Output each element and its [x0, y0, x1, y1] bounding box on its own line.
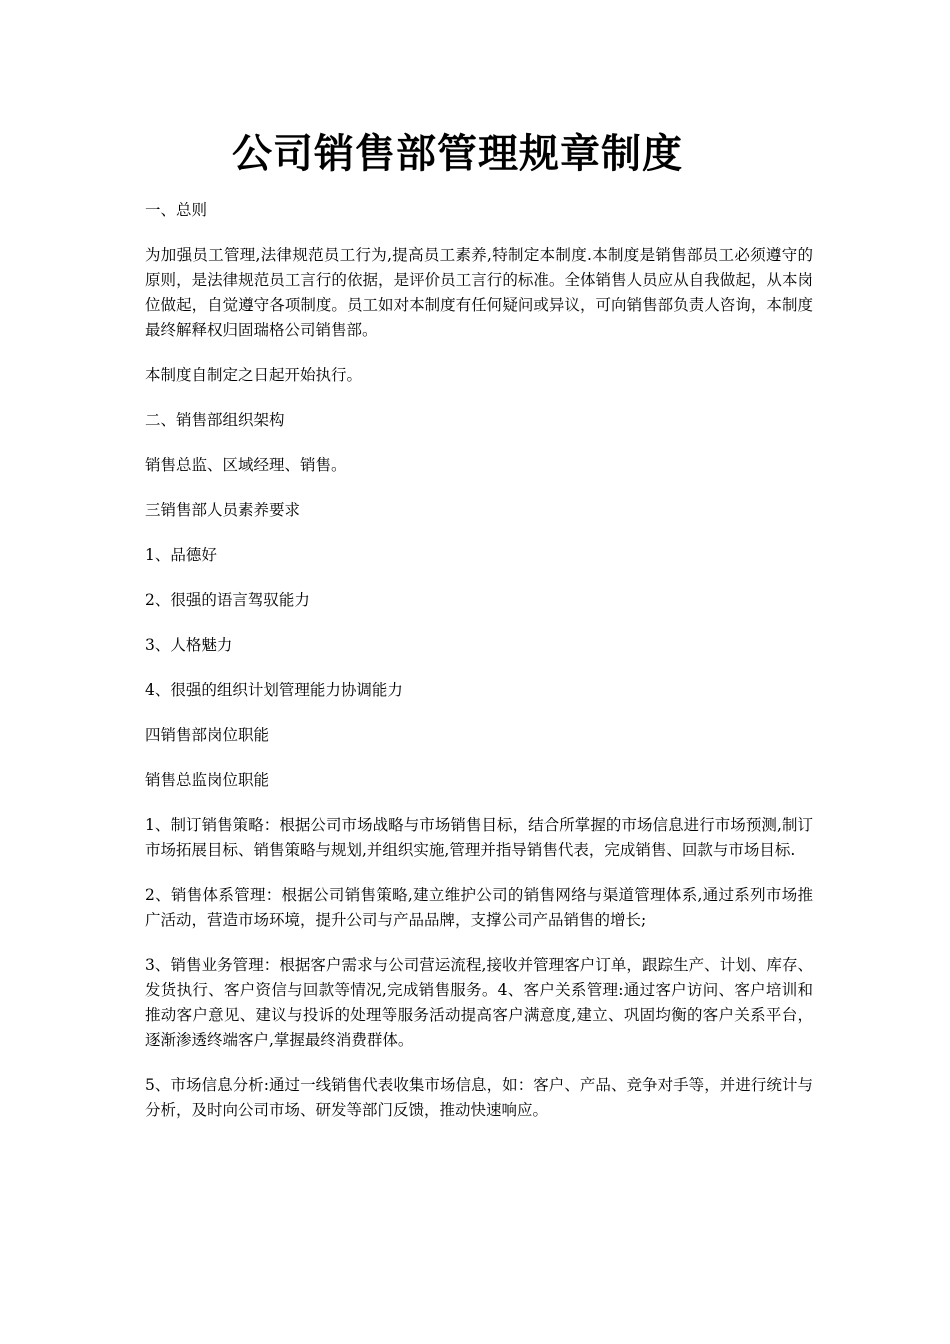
subheading-director-functions: 销售总监岗位职能 [145, 771, 270, 789]
section-heading-general: 一、总则 [145, 201, 208, 219]
function-item: 2、销售体系管理：根据公司销售策略,建立维护公司的销售网络与渠道管理体系,通过系列市场推广活动，营造市场环境，提升公司与产品品牌，支撑公司产品销售的增长; [145, 886, 813, 929]
section-heading-requirements: 三销售部人员素养要求 [145, 501, 301, 519]
document-body [145, 198, 813, 1143]
section-heading-org-structure: 二、销售部组织架构 [145, 411, 285, 429]
function-item: 3、销售业务管理：根据客户需求与公司营运流程,接收并管理客户订单，跟踪生产、计划、库存、发货执行、客户资信与回款等情况,完成销售服务。4、客户关系管理:通过客户访问、客户培训和推动客户意见、建议与投诉的处理等服务活动提高客户满意度,建立、巩固均衡的客户关系平台，逐渐渗透终端客户,掌握最终消费群体。 [145, 956, 813, 1049]
requirement-item: 2、很强的语言驾驭能力 [145, 591, 310, 609]
document-title: 公司销售部管理规章制度 [232, 131, 683, 177]
general-provisions-text: 为加强员工管理,法律规范员工行为,提高员工素养,特制定本制度.本制度是销售部员工必须遵守的原则，是法律规范员工言行的依据，是评价员工言行的标准。全体销售人员应从自我做起，从本岗位做起，自觉遵守各项制度。员工如对本制度有任何疑问或异议，可向销售部负责人咨询，本制度最终解释权归固瑞格公司销售部。 [145, 246, 813, 339]
function-item: 1、制订销售策略：根据公司市场战略与市场销售目标，结合所掌握的市场信息进行市场预测,制订市场拓展目标、销售策略与规划,并组织实施,管理并指导销售代表，完成销售、回款与市场目标. [145, 816, 813, 859]
section-heading-functions: 四销售部岗位职能 [145, 726, 270, 744]
requirement-item: 3、人格魅力 [145, 636, 233, 654]
function-item: 5、市场信息分析:通过一线销售代表收集市场信息，如：客户、产品、竞争对手等，并进行统计与分析，及时向公司市场、研发等部门反馈，推动快速响应。 [145, 1076, 813, 1119]
effective-date-text: 本制度自制定之日起开始执行。 [145, 366, 363, 384]
org-structure-text: 销售总监、区域经理、销售。 [145, 456, 347, 474]
requirement-item: 1、品德好 [145, 546, 217, 564]
requirement-item: 4、很强的组织计划管理能力协调能力 [145, 681, 403, 699]
